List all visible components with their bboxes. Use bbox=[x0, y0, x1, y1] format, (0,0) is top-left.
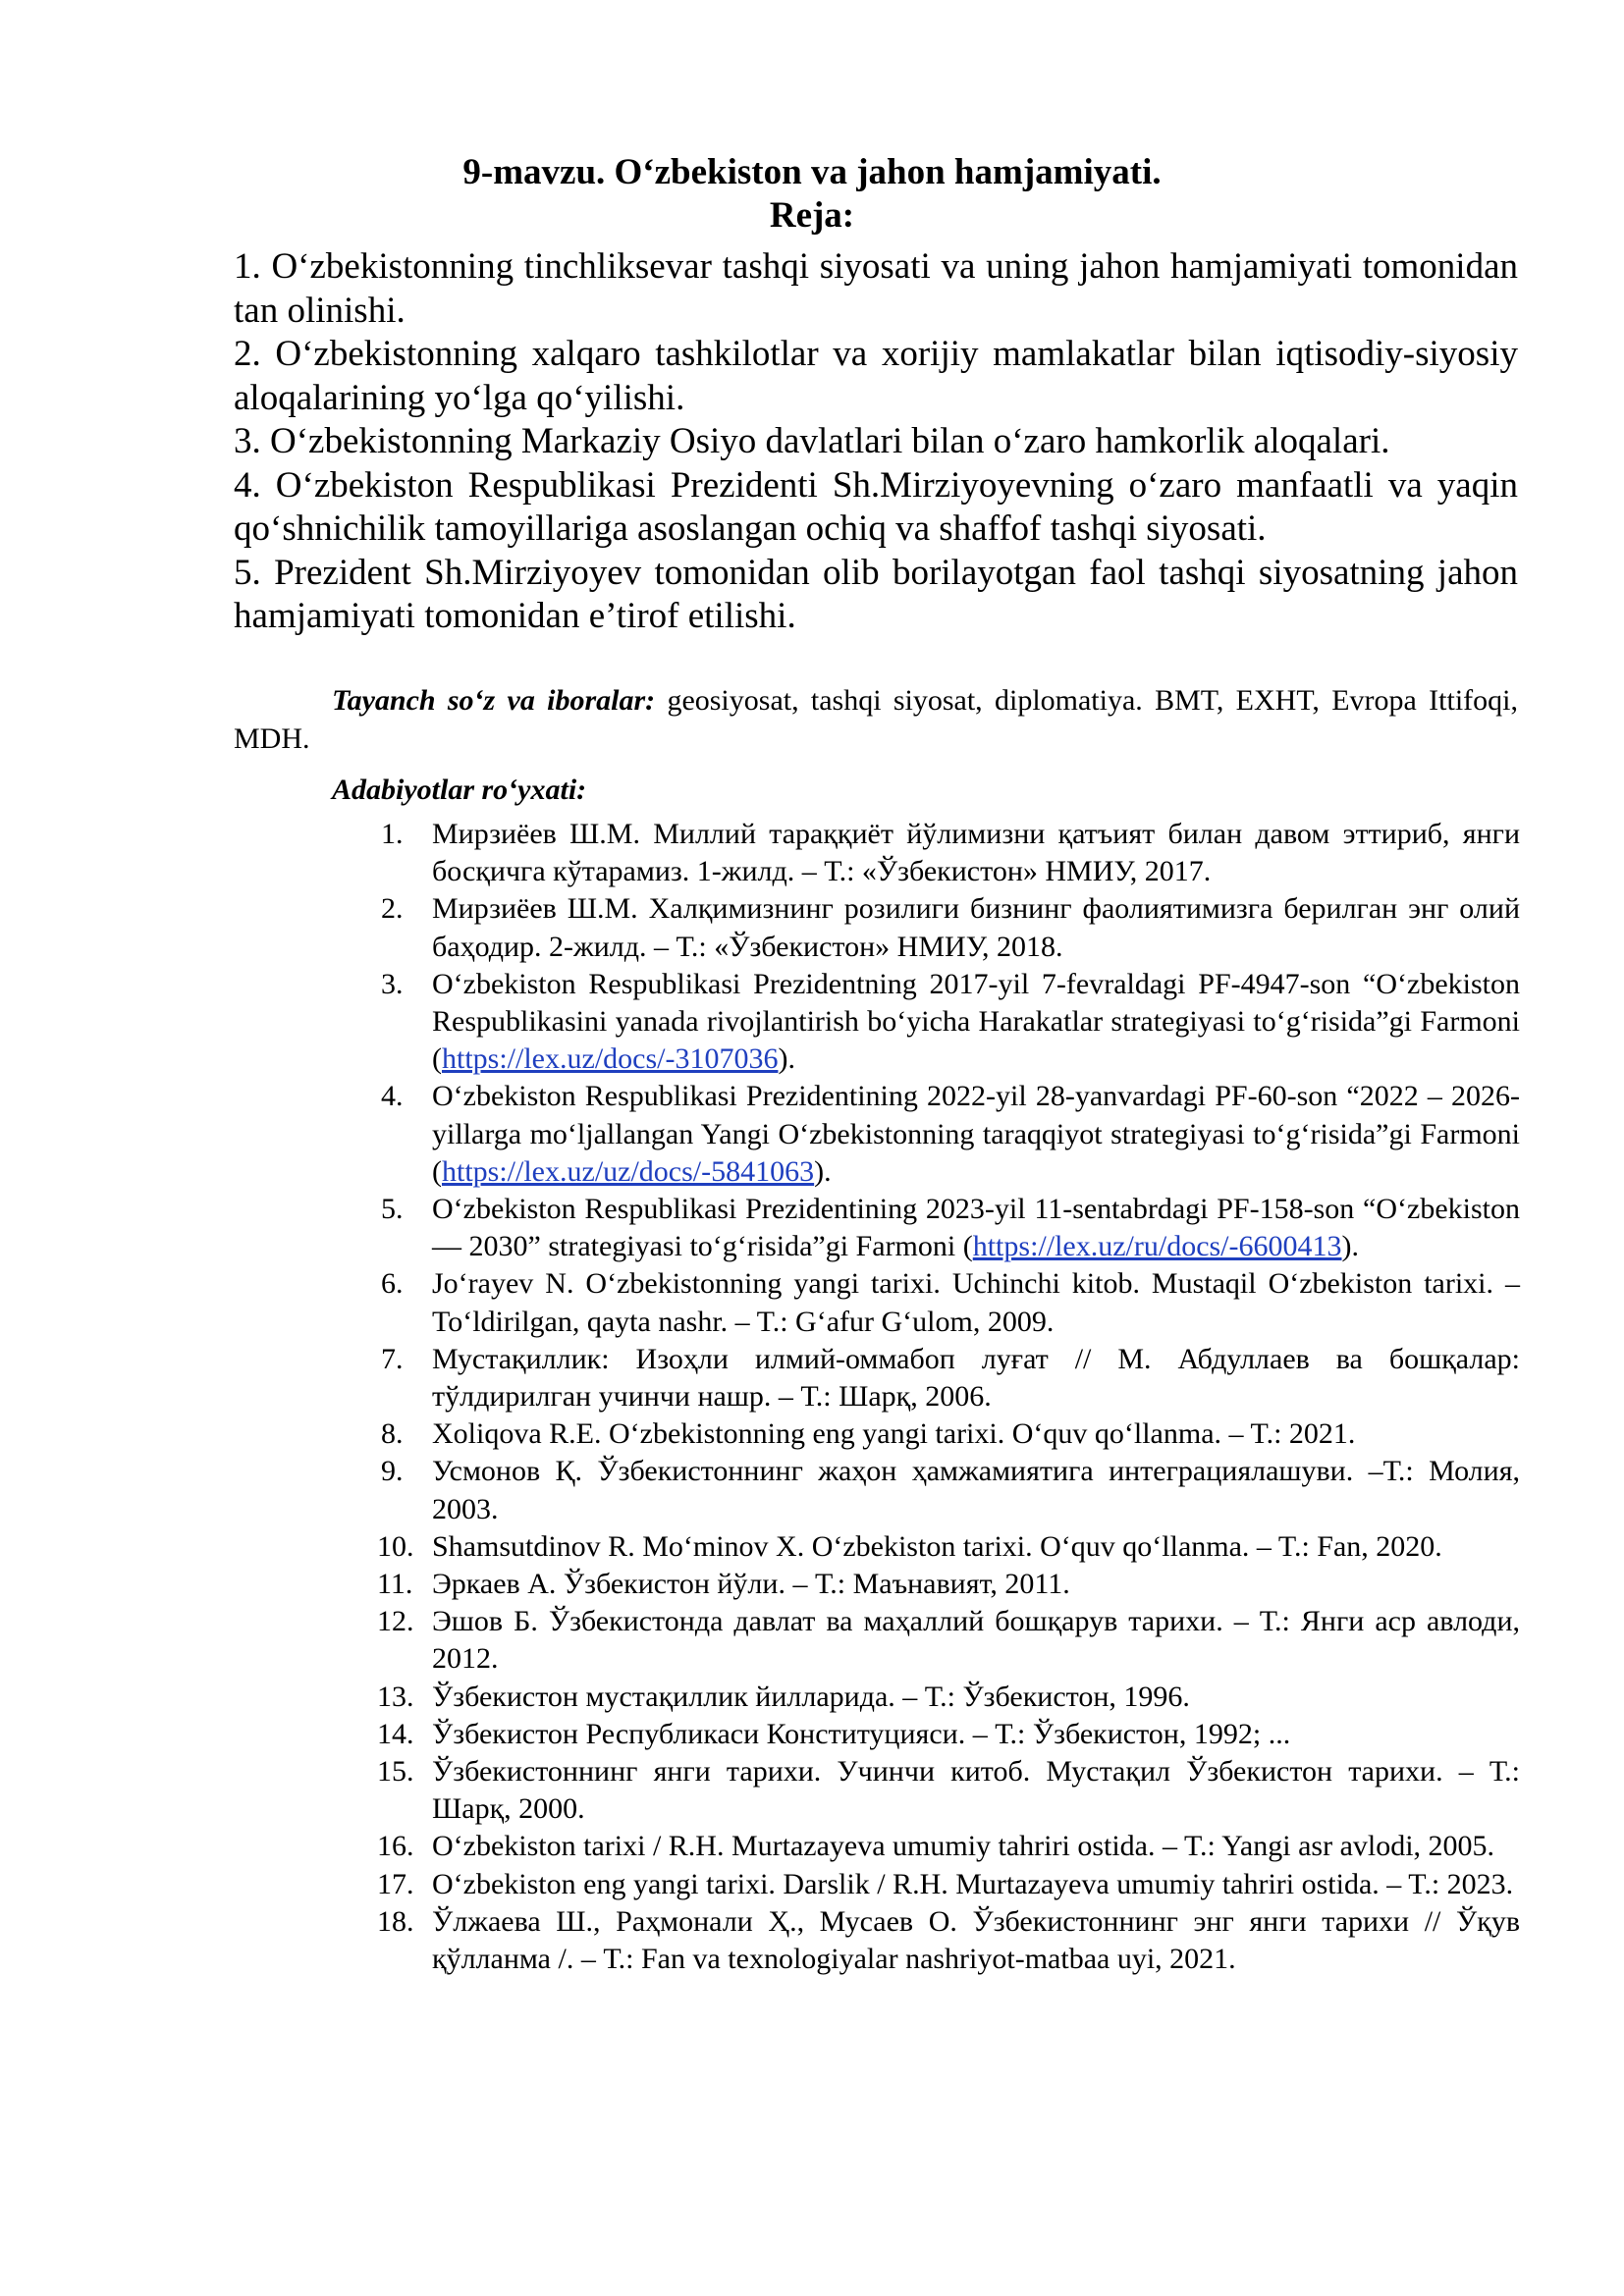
reference-item bbox=[377, 1828, 1520, 1865]
reference-text: Jo‘rayev N. O‘zbekistonning yangi tarixi. Uchinchi kitob. Mustaqil O‘zbekiston tarixi. – To‘ldirilgan, qayta nashr. – T.: G‘afur G‘ulom, 2009. bbox=[432, 1267, 1520, 1338]
plan-item: 4. O‘zbekiston Respublikasi Prezidenti Sh.Mirziyoyevning o‘zaro manfaatli va yaqin qo‘shnichilik tamoyillariga asoslangan ochiq va shaffof tashqi siyosati. bbox=[234, 464, 1518, 549]
reference-text-end: ). bbox=[1341, 1230, 1360, 1263]
reference-number: 3. bbox=[381, 967, 404, 1000]
keywords-label: Tayanch so‘z va iboralar: bbox=[332, 684, 656, 717]
reference-item bbox=[377, 1528, 1520, 1566]
reference-number: 13. bbox=[377, 1680, 414, 1713]
reference-item bbox=[381, 966, 1520, 1079]
reference-item bbox=[377, 1566, 1520, 1603]
reference-item bbox=[377, 1866, 1520, 1903]
reference-number: 6. bbox=[381, 1267, 404, 1301]
reference-number: 1. bbox=[381, 818, 404, 850]
reference-link[interactable]: https://lex.uz/docs/-3107036 bbox=[442, 1042, 779, 1076]
reference-number: 15. bbox=[377, 1755, 414, 1789]
keywords-text: geosiyosat, tashqi siyosat, diplomatiya. BMT, EXHT, Evropa Ittifoqi, MDH. bbox=[234, 684, 1518, 755]
reference-text: O‘zbekiston Respublikasi Prezidentining 2023-yil 11-sentabrdagi PF-158-son “O‘zbekiston — 2030” strategiyasi to‘g‘risida”gi Farmoni ( bbox=[432, 1193, 1520, 1263]
reference-number: 2. bbox=[381, 892, 404, 926]
reference-item bbox=[381, 1265, 1520, 1340]
plan-item: 3. O‘zbekistonning Markaziy Osiyo davlatlari bilan o‘zaro hamkorlik aloqalari. bbox=[234, 421, 1390, 461]
reference-item bbox=[377, 1903, 1520, 1978]
reference-text: O‘zbekiston Respublikasi Prezidentining 2022-yil 28-yanvardagi PF-60-son “2022 – 2026-yillarga mo‘ljallangan Yangi O‘zbekistonning taraqqiyot strategiyasi to‘g‘risida”gi Farmoni ( bbox=[432, 1080, 1520, 1188]
reference-item bbox=[381, 890, 1520, 965]
reference-text-end: ). bbox=[814, 1154, 832, 1188]
reference-text: O‘zbekiston eng yangi tarixi. Darslik / R.H. Murtazayeva umumiy tahriri ostida. – T.: 2023. bbox=[432, 1867, 1514, 1900]
page-title: 9-mavzu. O‘zbekiston va jahon hamjamiyati. bbox=[462, 152, 1162, 192]
reference-item bbox=[377, 1679, 1520, 1716]
reference-item bbox=[377, 1603, 1520, 1678]
reference-text: Shamsutdinov R. Mo‘minov X. O‘zbekiston tarixi. O‘quv qo‘llanma. – T.: Fan, 2020. bbox=[432, 1529, 1442, 1563]
reference-text: Эшов Б. Ўзбекистонда давлат ва маҳаллий бошқарув тарихи. – Т.: Янги аср авлоди, 2012. bbox=[432, 1605, 1520, 1676]
reference-item bbox=[381, 816, 1520, 890]
reference-number: 4. bbox=[381, 1080, 404, 1113]
reference-text: Эркаев А. Ўзбекистон йўли. – Т.: Маънавият, 2011. bbox=[432, 1568, 1070, 1601]
reference-number: 9. bbox=[381, 1455, 404, 1488]
plan-item: 2. O‘zbekistonning xalqaro tashkilotlar va xorijiy mamlakatlar bilan iqtisodiy-siyosiy aloqalarining yo‘lga qo‘yilishi. bbox=[234, 334, 1518, 418]
reference-text: Ўлжаева Ш., Раҳмонали Ҳ., Мусаев О. Ўзбекистоннинг энг янги тарихи // Ўқув қўлланма /. – Т.: Fan va texnologiyalar nashriyot-matbaa uyi, 2021. bbox=[432, 1904, 1520, 1976]
reference-item bbox=[377, 1753, 1520, 1828]
plan-item: 5. Prezident Sh.Mirziyoyev tomonidan olib borilayotgan faol tashqi siyosatning jahon hamjamiyati tomonidan e’tirof etilishi. bbox=[234, 552, 1518, 636]
reference-item bbox=[381, 1078, 1520, 1191]
reference-number: 12. bbox=[377, 1605, 414, 1638]
reference-text: Усмонов Қ. Ўзбекистоннинг жаҳон ҳамжамиятига интеграциялашуви. –Т.: Молия, 2003. bbox=[432, 1455, 1520, 1525]
plan-heading: Reja: bbox=[769, 195, 855, 236]
reference-text: Ўзбекистон мустақиллик йилларида. – Т.: Ўзбекистон, 1996. bbox=[432, 1680, 1190, 1713]
reference-text: Мирзиёев Ш.М. Халқимизнинг розилиги бизнинг фаолиятимизга берилган энг олий баҳодир. 2-жилд. – Т.: «Ўзбекистон» НМИУ, 2018. bbox=[432, 892, 1520, 963]
reference-item bbox=[381, 1191, 1520, 1265]
literature-heading: Adabiyotlar ro‘yxati: bbox=[332, 774, 587, 806]
reference-link[interactable]: https://lex.uz/uz/docs/-5841063 bbox=[442, 1154, 815, 1188]
reference-text: Ўзбекистон Республикаси Конституцияси. – Т.: Ўзбекистон, 1992; ... bbox=[432, 1717, 1291, 1750]
reference-number: 7. bbox=[381, 1342, 404, 1375]
reference-item bbox=[381, 1415, 1520, 1453]
reference-item bbox=[381, 1341, 1520, 1415]
keywords-paragraph bbox=[234, 681, 1518, 758]
reference-number: 16. bbox=[377, 1830, 414, 1863]
reference-number: 14. bbox=[377, 1717, 414, 1750]
reference-text: Ўзбекистоннинг янги тарихи. Учинчи китоб. Мустақил Ўзбекистон тарихи. – Т.: Шарқ, 2000. bbox=[432, 1755, 1520, 1826]
reference-text: O‘zbekiston tarixi / R.H. Murtazayeva umumiy tahriri ostida. – T.: Yangi asr avlodi, 2005. bbox=[432, 1830, 1495, 1863]
reference-text-end: ). bbox=[778, 1042, 795, 1076]
reference-link[interactable]: https://lex.uz/ru/docs/-6600413 bbox=[972, 1230, 1342, 1263]
reference-item bbox=[381, 1453, 1520, 1527]
reference-text: Мустақиллик: Изоҳли илмий-оммабоп луғат // М. Абдуллаев ва бошқалар: тўлдирилган учинчи нашр. – Т.: Шарқ, 2006. bbox=[432, 1342, 1520, 1414]
plan-item: 1. O‘zbekistonning tinchliksevar tashqi siyosati va uning jahon hamjamiyati tomonidan tan olinishi. bbox=[234, 246, 1518, 331]
reference-text: Xoliqova R.E. O‘zbekistonning eng yangi tarixi. O‘quv qo‘llanma. – T.: 2021. bbox=[432, 1417, 1356, 1451]
reference-number: 10. bbox=[377, 1529, 414, 1563]
references-list bbox=[377, 816, 1520, 1978]
reference-number: 17. bbox=[377, 1867, 414, 1900]
reference-text: Мирзиёев Ш.М. Миллий тараққиёт йўлимизни қатъият билан давом эттириб, янги босқичга кўтарамиз. 1-жилд. – Т.: «Ўзбекистон» НМИУ, 2017. bbox=[432, 818, 1520, 888]
reference-number: 11. bbox=[377, 1568, 413, 1601]
reference-item bbox=[377, 1716, 1520, 1753]
reference-number: 8. bbox=[381, 1417, 404, 1451]
reference-text: O‘zbekiston Respublikasi Prezidentning 2017-yil 7-fevraldagi PF-4947-son “O‘zbekiston Respublikasini yanada rivojlantirish bo‘yicha Harakatlar strategiyasi to‘g‘risida”gi Farmoni ( bbox=[432, 967, 1520, 1076]
plan-list bbox=[234, 245, 1518, 639]
reference-number: 5. bbox=[381, 1193, 404, 1226]
reference-number: 18. bbox=[377, 1904, 414, 1938]
